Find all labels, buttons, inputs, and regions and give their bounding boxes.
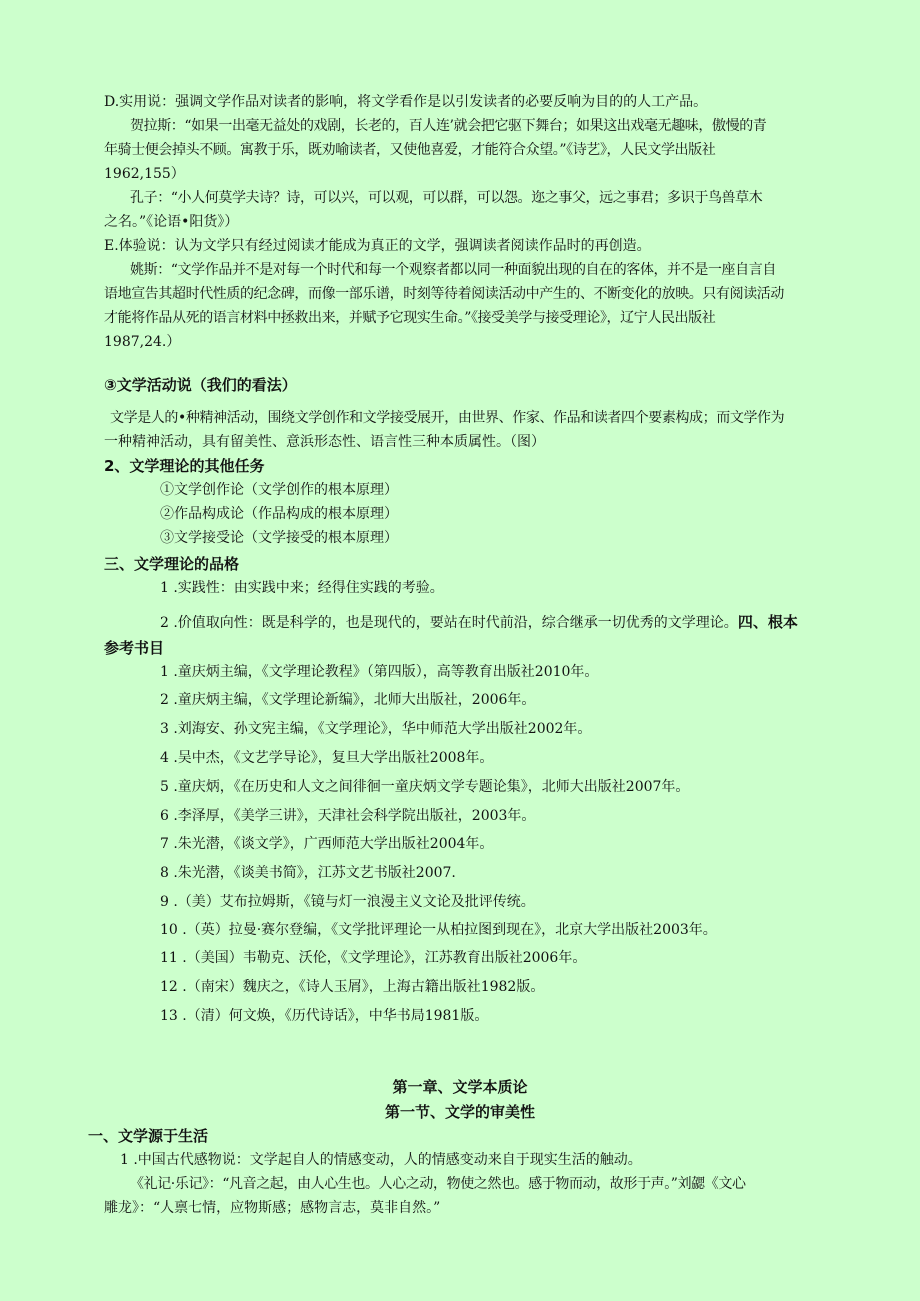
reference-item: 12 .（南宋）魏庆之，《诗人玉屑》，上海古籍出版社1982版。 <box>160 979 545 995</box>
reference-item: 1 .童庆炳主编，《文学理论教程》（第四版），高等教育出版社2010年。 <box>160 664 599 680</box>
character-heading: 三、文学理论的品格 <box>104 555 240 573</box>
character-item-value-text: 2 .价值取向性：既是科学的，也是现代的，要站在时代前沿，综合继承一切优秀的文学理论。 <box>160 615 738 631</box>
e-experience-theory: E.体验说：认为文学只有经过阅读才能成为真正的文学，强调读者阅读作品时的再创造。 <box>104 238 651 254</box>
activity-paragraph-line2: 一种精神活动，具有留美性、意浜形态性、语言性三种本质属性。（图） <box>104 434 545 450</box>
source-of-life-heading: 一、文学源于生活 <box>88 1127 209 1145</box>
reference-item: 10 .（英）拉曼·赛尔登编，《文学批评理论一从柏拉图到现在》，北京大学出版社2003年。 <box>160 922 717 938</box>
jauss-quote-line2: 语地宣告其超时代性质的纪念碑，而像一部乐谱，时刻等待着阅读活动中产生的、不断变化的放映。只有阅读活动 <box>104 286 784 302</box>
d-pragmatic-theory: D.实用说：强调文学作品对读者的影响，将文学看作是以引发读者的必要反响为目的的人工产品。 <box>104 94 708 110</box>
reference-item: 13 .（清）何文焕，《历代诗话》，中华书局1981版。 <box>160 1008 489 1024</box>
reference-item: 9 .（美）艾布拉姆斯，《镜与灯一浪漫主义文论及批评传统。 <box>160 894 535 910</box>
task-item: ①文学创作论（文学创作的根本原理） <box>160 482 398 498</box>
task-item: ③文学接受论（文学接受的根本原理） <box>160 530 398 546</box>
reference-item: 11 .（美国）韦勒克、沃伦，《文学理论》，江苏教育出版社2006年。 <box>160 950 587 966</box>
horace-quote-line1: 贺拉斯：“如果一出毫无益处的戏剧，长老的，百人连’就会把它驱下舞台；如果这出戏毫无趣味，傲慢的青 <box>130 118 767 134</box>
next-heading-part2: 参考书目 <box>104 639 165 657</box>
reference-item: 6 .李泽厚，《美学三讲》，天津社会科学院出版社，2003年。 <box>160 808 536 824</box>
confucius-quote-line2: 之名。”《论语•阳货》） <box>104 214 239 230</box>
activity-paragraph-line1: 文学是人的•种精神活动，围绕文学创作和文学接受展开，由世界、作家、作品和读者四个要素构成；而文学作为 <box>110 410 785 426</box>
reference-item: 4 .吴中杰，《文艺学导论》，复旦大学出版社2008年。 <box>160 750 494 766</box>
character-item-value <box>160 612 798 633</box>
next-heading-part1: 四、根本 <box>737 613 798 631</box>
horace-quote-line2: 年骑士便会掉头不顾。寓教于乐，既劝喻读者，又使他喜爱，才能符合众望。”《诗艺》，人民文学出版社 <box>104 142 716 158</box>
jauss-quote-line3: 才能将作品从死的语言材料中拯救出来，并赋予它现实生命。”《接受美学与接受理论》，辽宁人民出版社 <box>104 310 716 326</box>
reference-item: 7 .朱光潜，《谈文学》，广西师范大学出版社2004年。 <box>160 836 494 852</box>
activity-theory-heading: ③文学活动说（我们的看法） <box>104 376 297 394</box>
liji-quote-line2: 雕龙》：“人禀七情，应物斯感；感物言志，莫非自然。” <box>104 1200 441 1216</box>
section-title: 第一节、文学的审美性 <box>384 1103 535 1121</box>
character-item-practice: 1 .实践性：由实践中来；经得住实践的考验。 <box>160 580 444 596</box>
reference-item: 5 .童庆炳，《在历史和人文之间徘徊一童庆炳文学专题论集》，北师大出版社2007年。 <box>160 779 690 795</box>
reference-item: 3 .刘海安、孙文宪主编，《文学理论》，华中师范大学出版社2002年。 <box>160 721 592 737</box>
horace-quote-line3: 1962,155） <box>104 166 185 182</box>
task-item: ②作品构成论（作品构成的根本原理） <box>160 506 398 522</box>
liji-quote-line1: 《礼记·乐记》：“凡音之起，由人心生也。人心之动，物使之然也。感于物而动，故形于声。”刘勰《文心 <box>130 1176 746 1192</box>
reference-item: 8 .朱光潜，《谈美书简》，江苏文艺书版社2007. <box>160 865 456 881</box>
chapter-item-1: 1 .中国古代感物说：文学起自人的情感变动，人的情感变动来自于现实生活的触动。 <box>120 1152 642 1168</box>
jauss-quote-line1: 姚斯：“文学作品并不是对每一个时代和每一个观察者都以同一种面貌出现的自在的客体，并不是一座自言自 <box>130 262 776 278</box>
confucius-quote-line1: 孔子：“小人何莫学夫诗？诗，可以兴，可以观，可以群，可以怨。迩之事父，远之事君；多识于鸟兽草木 <box>130 190 763 206</box>
jauss-quote-line4: 1987,24.） <box>104 334 181 350</box>
other-tasks-heading: 2、文学理论的其他任务 <box>104 457 265 475</box>
chapter-title: 第一章、文学本质论 <box>392 1078 528 1096</box>
reference-item: 2 .童庆炳主编，《文学理论新编》，北师大出版社，2006年。 <box>160 692 536 708</box>
